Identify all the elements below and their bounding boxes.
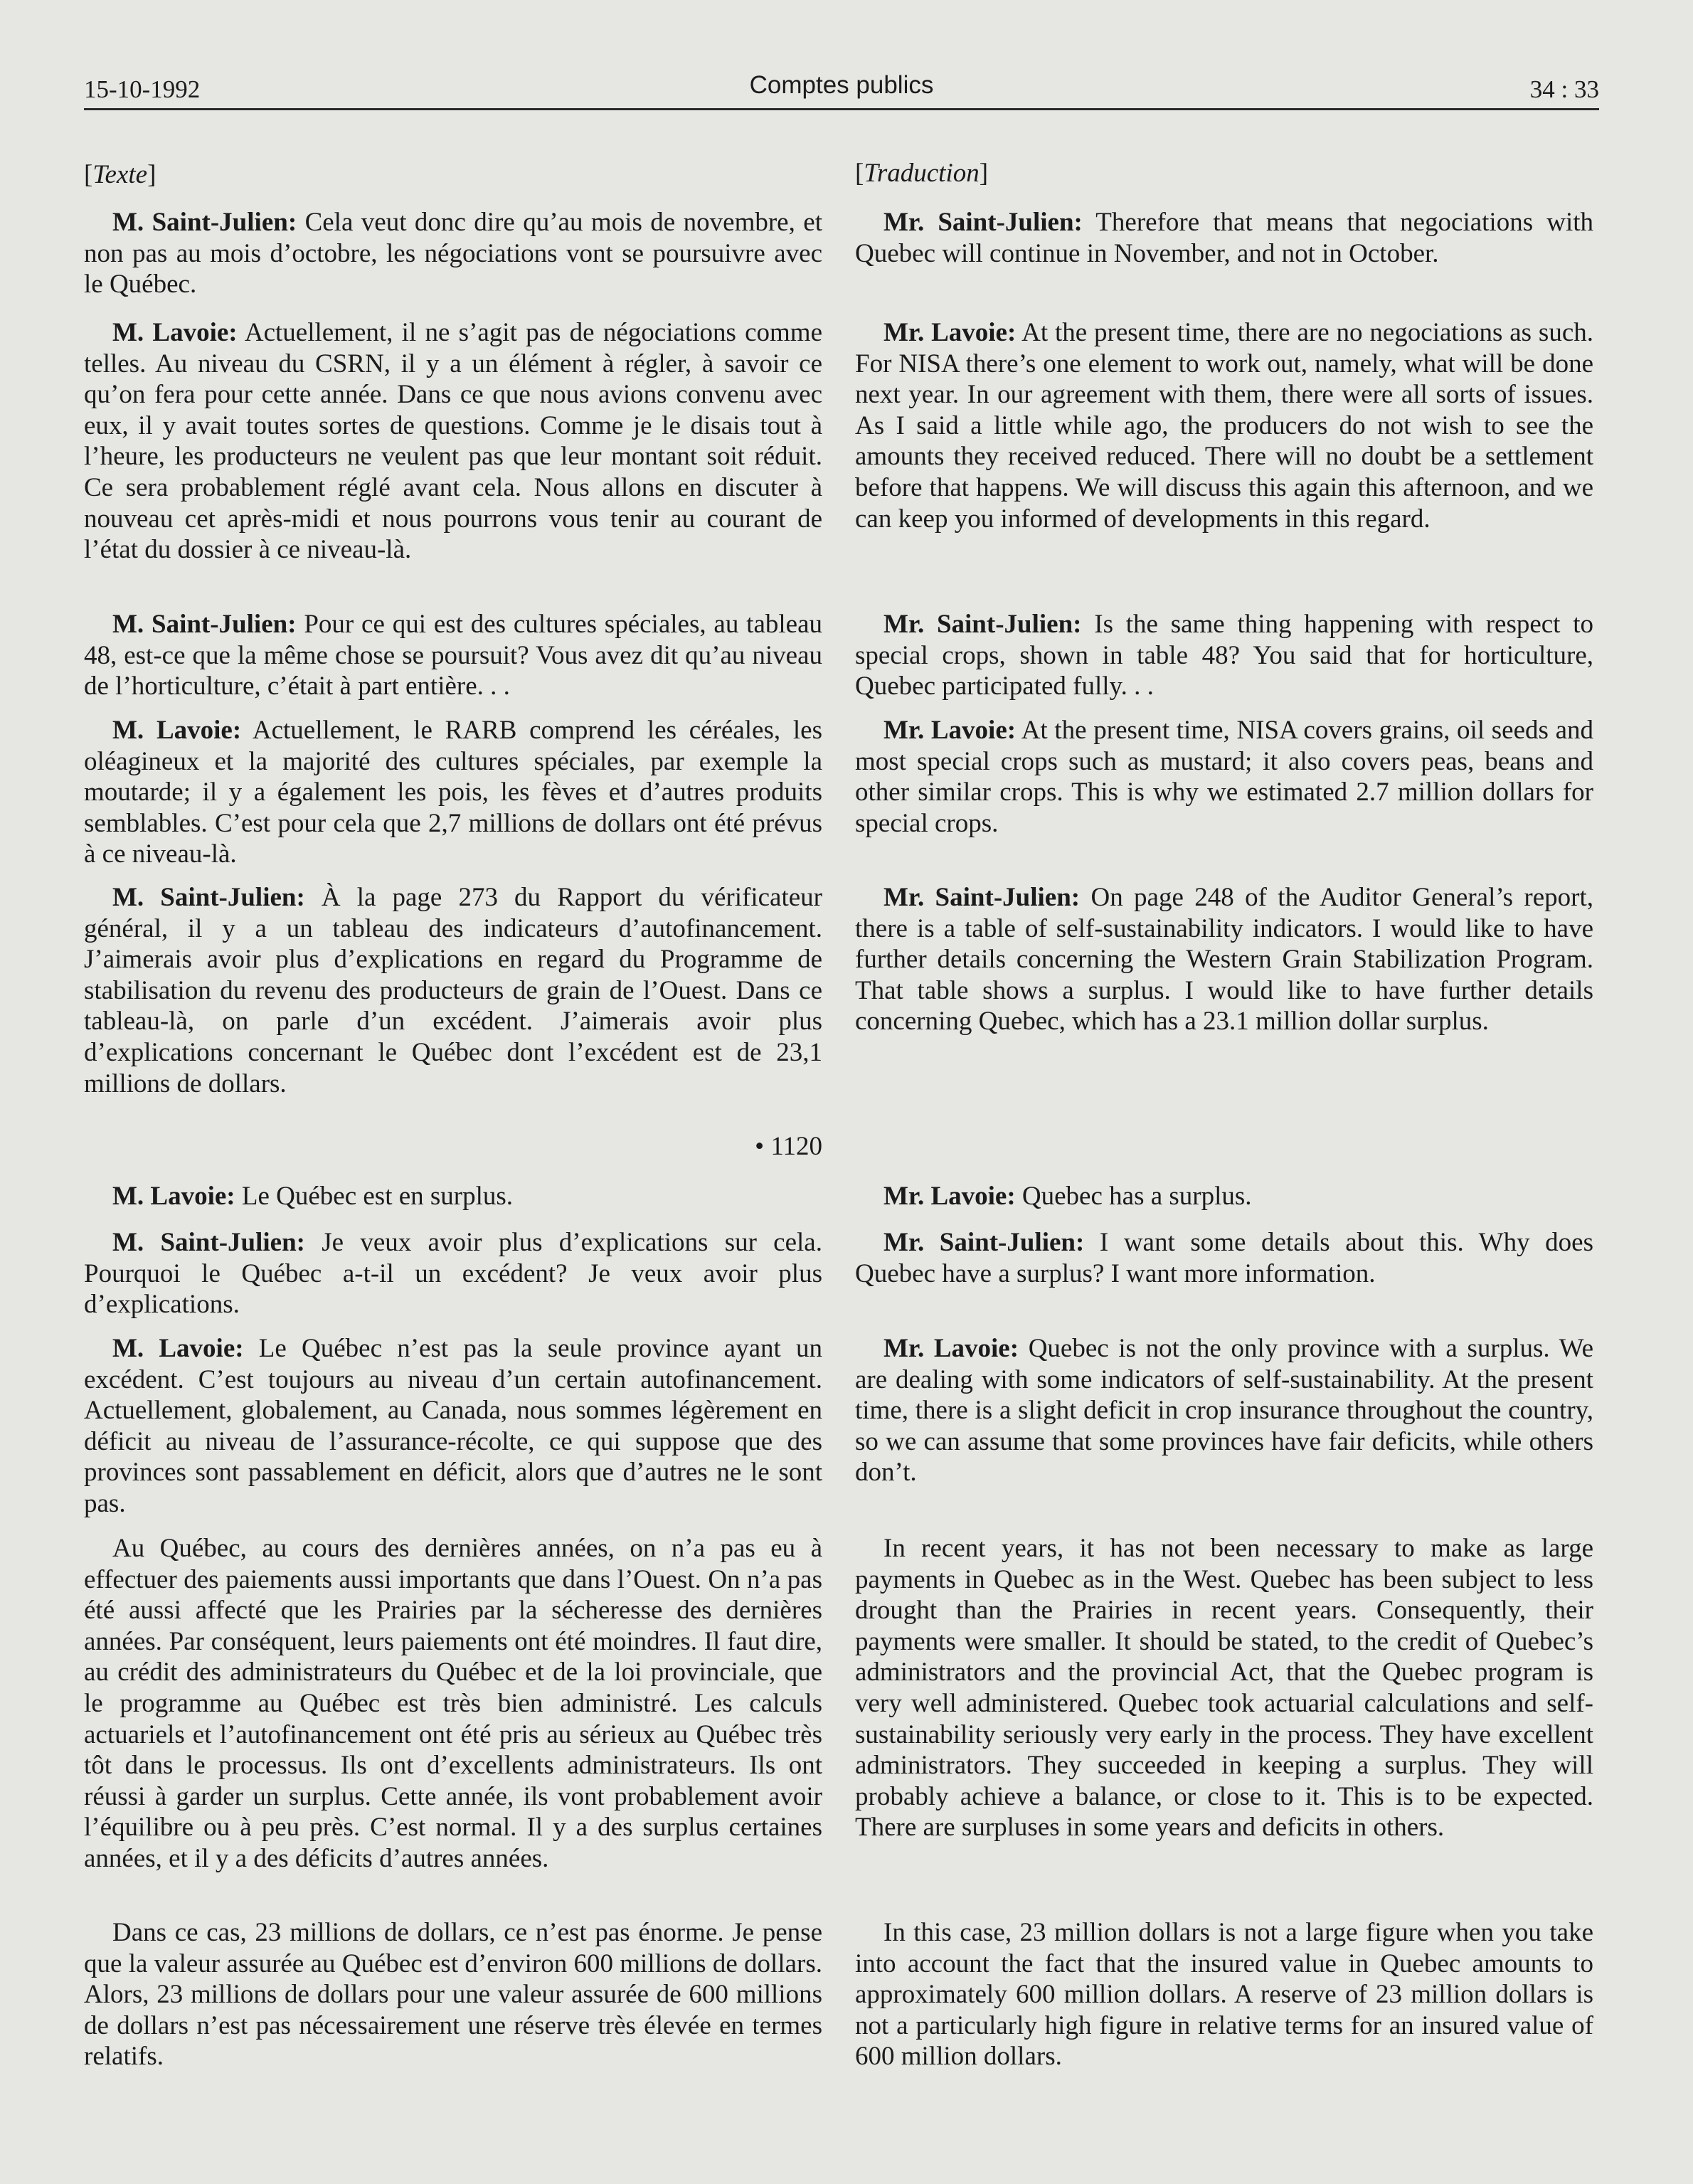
paragraph-text: Le Québec est en surplus. [235,1182,514,1211]
paragraph [855,1227,1593,1289]
paragraph-text: In recent years, it has not been necessary to make as large payments in Quebec as in the West. Quebec has been subject to less drought than the Prairies in recent years. Consequently, their payments were smaller. It should be stated, to the credit of Quebec’s administrators and the provincial Act, that the Quebec program is very well administered. Quebec took actuarial calculations and self-sustainability seriously very early in the process. They have excellent administrators. They succeeded in keeping a surplus. They will probably achieve a balance, or close to it. This is to be expected. There are surpluses in some years and deficits in others. [855,1534,1593,1843]
paragraph [855,1181,1593,1212]
speaker: M. Lavoie: [112,716,242,745]
time-marker: • 1120 [755,1132,822,1161]
speaker: M. Lavoie: [112,318,238,347]
speaker: Mr. Saint-Julien: [883,883,1081,912]
speaker: M. Saint-Julien: [112,610,297,639]
speaker: Mr. Lavoie: [883,318,1017,347]
paragraph [855,207,1593,269]
speaker: Mr. Saint-Julien: [883,208,1083,237]
paragraph [855,609,1593,702]
paragraph [855,1333,1593,1488]
paragraph-text: À la page 273 du Rapport du vérificateur général, il y a un tableau des indicateurs d’autofinancement. J’aimerais avoir plus d’explications en regard du Programme de stabilisation du revenu des producteurs de grain de l’Ouest. Dans ce tableau-là, on parle d’un excédent. J’aimerais avoir plus d’explications concernant le Québec dont l’excédent est de 23,1 millions de dollars. [84,883,822,1098]
header-date: 15-10-1992 [84,75,201,103]
speaker: M. Saint-Julien: [112,883,305,912]
speaker: M. Saint-Julien: [112,208,297,237]
page-header [84,68,1599,110]
paragraph [84,1227,822,1320]
paragraph-text: Dans ce cas, 23 millions de dollars, ce n’est pas énorme. Je pense que la valeur assurée au Québec est d’environ 600 millions de dollars. Alors, 23 millions de dollars pour une valeur assurée de 600 millions de dollars n’est pas nécessairement une réserve très élevée en termes relatifs. [84,1918,822,2072]
speaker: Mr. Lavoie: [883,716,1017,745]
paragraph-text: Cela veut donc dire qu’au mois de novembre, et non pas au mois d’octobre, les négociations vont se poursuivre avec le Québec. [84,208,822,299]
paragraph-text: In this case, 23 million dollars is not a large figure when you take into account the fact that the insured value in Quebec amounts to approximately 600 million dollars. A reserve of 23 million dollars is not a particularly high figure in relative terms for an insured value of 600 million dollars. [855,1918,1593,2072]
paragraph [84,317,822,566]
paragraph [84,1181,822,1212]
speaker: M. Lavoie: [112,1182,235,1211]
paragraph-text: At the present time, NISA covers grains, oil seeds and most special crops such as mustard; it also covers peas, beans and other similar crops. This is why we estimated 2.7 million dollars for special crops. [855,716,1593,838]
section-tag-texte: [Texte] [84,160,156,189]
paragraph [855,882,1593,1037]
speaker: Mr. Saint-Julien: [883,1228,1085,1257]
paragraph-text: I want some details about this. Why does Quebec have a surplus? I want more information. [855,1228,1593,1288]
section-tag-traduction: [Traduction] [855,159,989,188]
paragraph [84,1533,822,1875]
paragraph [855,317,1593,534]
paragraph-text: At the present time, there are no negociations as such. For NISA there’s one element to work out, namely, what will be done next year. In our agreement with them, there were all sorts of issues. As I said a little while ago, the producers do not wish to see the amounts they received reduced. There will no doubt be a settlement before that happens. We will discuss this again this afternoon, and we can keep you informed of developments in this regard. [855,318,1594,534]
header-title: Comptes publics [749,71,934,99]
paragraph-text: Je veux avoir plus d’explications sur cela. Pourquoi le Québec a-t-il un excédent? Je veux avoir plus d’explications. [84,1228,822,1320]
paragraph-text: Pour ce qui est des cultures spéciales, au tableau 48, est-ce que la même chose se poursuit? Vous avez dit qu’au niveau de l’horticulture, c’était à part entière. . . [84,610,822,701]
paragraph [84,1917,822,2072]
paragraph [84,882,822,1099]
paragraph-text: Quebec is not the only province with a surplus. We are dealing with some indicators of self-sustainability. At the present time, there is a slight deficit in crop insurance throughout the country, so we can assume that some provinces have fair deficits, while others don’t. [855,1334,1593,1488]
paragraph [84,1333,822,1520]
speaker: Mr. Lavoie: [883,1182,1016,1211]
speaker: M. Saint-Julien: [112,1228,305,1257]
paragraph-text: On page 248 of the Auditor General’s report, there is a table of self-sustainability indicators. I would like to have further details concerning the Western Grain Stabilization Program. That table shows a surplus. I would like to have further details concerning Quebec, which has a 23.1 million dollar surplus. [855,883,1594,1037]
paragraph-text: Actuellement, le RARB comprend les céréales, les oléagineux et la majorité des cultures spéciales, par exemple la moutarde; il y a également les pois, les fèves et d’autres produits semblables. C’est pour cela que 2,7 millions de dollars ont été prévus à ce niveau-là. [84,716,822,869]
paragraph-text: Quebec has a surplus. [1015,1182,1252,1211]
paragraph [84,207,822,300]
paragraph [84,609,822,702]
paragraph [855,1533,1593,1843]
speaker: M. Lavoie: [112,1334,244,1363]
speaker: Mr. Saint-Julien: [883,610,1082,639]
paragraph-text: Au Québec, au cours des dernières années, on n’a pas eu à effectuer des paiements aussi importants que dans l’Ouest. On n’a pas été aussi affecté que les Prairies par la sécheresse des dernières années. Par conséquent, leurs paiements ont été moindres. Il faut dire, au crédit des administrateurs du Québec et de la loi provinciale, que le programme au Québec est très bien administré. Les calculs actuariels et l’autofinancement ont été pris au sérieux au Québec très tôt dans le processus. Ils ont d’excellents administrateurs. Ils ont réussi à garder un surplus. Cette année, ils vont probablement avoir l’équilibre ou à peu près. C’est normal. Il y a des surplus certaines années, et il y a des déficits d’autres années. [84,1534,822,1873]
paragraph [855,715,1593,839]
header-page-number: 34 : 33 [1529,75,1599,103]
paragraph-text: Is the same thing happening with respect to special crops, shown in table 48? You said that for horticulture, Quebec participated fully. . . [855,610,1593,701]
speaker: Mr. Lavoie: [883,1334,1019,1363]
paragraph-text: Actuellement, il ne s’agit pas de négociations comme telles. Au niveau du CSRN, il y a un élément à régler, à savoir ce qu’on fera pour cette année. Dans ce que nous avions convenu avec eux, il y avait toutes sortes de questions. Comme je le disais tout à l’heure, les producteurs ne veulent pas que leur montant soit réduit. Ce sera probablement réglé avant cela. Nous allons en discuter à nouveau cet après-midi et nous pourrons vous tenir au courant de l’état du dossier à ce niveau-là. [84,318,823,565]
paragraph [855,1917,1593,2072]
paragraph-text: Le Québec n’est pas la seule province ayant un excédent. C’est toujours au niveau d’un certain autofinancement. Actuellement, globalement, au Canada, nous sommes légèrement en déficit au niveau de l’assurance-récolte, ce qui suppose que des provinces sont passablement en déficit, alors que d’autres ne le sont pas. [84,1334,823,1518]
paragraph [84,715,822,870]
paragraph-text: Therefore that means that negociations with Quebec will continue in November, and not in October. [855,208,1594,268]
